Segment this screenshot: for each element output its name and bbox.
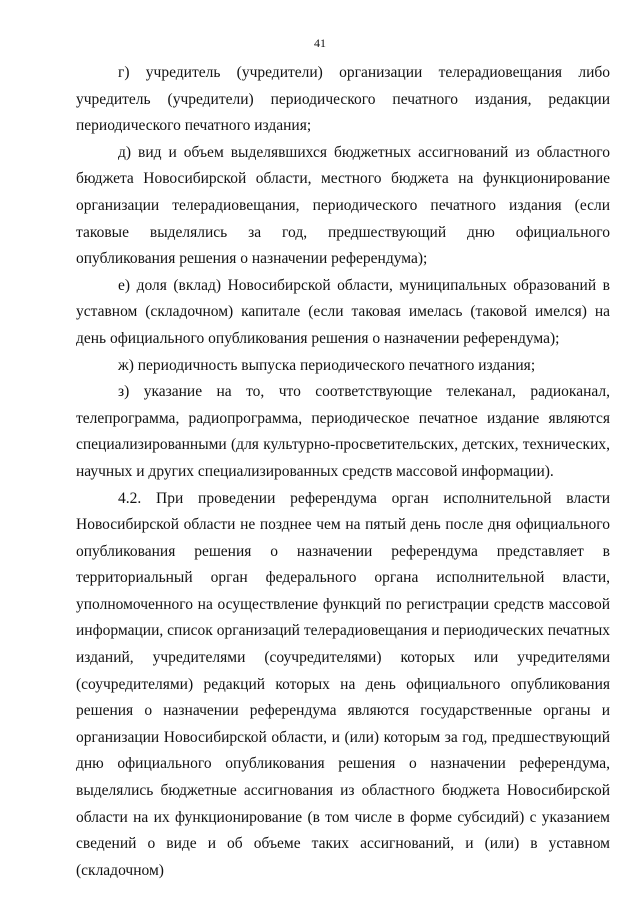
page-number: 41 <box>314 36 326 50</box>
paragraph-item-d: д) вид и объем выделявшихся бюджетных ассигнований из областного бюджета Новосибирской области, местного бюджета на функционирование организации телерадиовещания, периодического печатного издания (если таковые выделялись за год, предшествующий дню официального опубликования решения о назначении референдума); <box>76 143 610 268</box>
paragraph-clause-4-2: 4.2. При проведении референдума орган исполнительной власти Новосибирской области не позднее чем на пятый день после дня официального опубликования решения о назначении референдума представляет в территориальный орган федерального органа исполнительной власти, уполномоченного на осуществление функций по регистрации средств массовой информации, список организаций телерадиовещания и периодических печатных изданий, учредителями (соучредителями) которых или учредителями (соучредителями) редакций которых на день официального опубликования решения о назначении референдума являются государственные органы и организации Новосибирской области, и (или) которым за год, предшествующий дню официального опубликования решения о назначении референдума, выделялись бюджетные ассигнования из областного бюджета Новосибирской области на их функционирование (в том числе в форме субсидий) с указанием сведений о виде и об объеме таких ассигнований, и (или) в уставном (складочном) <box>76 489 610 879</box>
paragraph-item-zh: ж) периодичность выпуска периодического печатного издания; <box>118 356 536 374</box>
paragraph-item-z: з) указание на то, что соответствующие телеканал, радиоканал, телепрограмма, радиопрограмма, периодическое печатное издание являются специализированными (для культурно-просветительских, детских, технических, научных и других специализированных средств массовой информации). <box>76 383 610 480</box>
paragraph-item-g: г) учредитель (учредители) организации телерадиовещания либо учредитель (учредители) периодического печатного издания, редакции периодического печатного издания; <box>76 64 610 135</box>
paragraph-item-e: е) доля (вклад) Новосибирской области, муниципальных образований в уставном (складочном) капитале (если таковая имелась (таковой имелся) на день официального опубликования решения о назначении референдума); <box>76 276 610 347</box>
document-body <box>76 60 610 884</box>
